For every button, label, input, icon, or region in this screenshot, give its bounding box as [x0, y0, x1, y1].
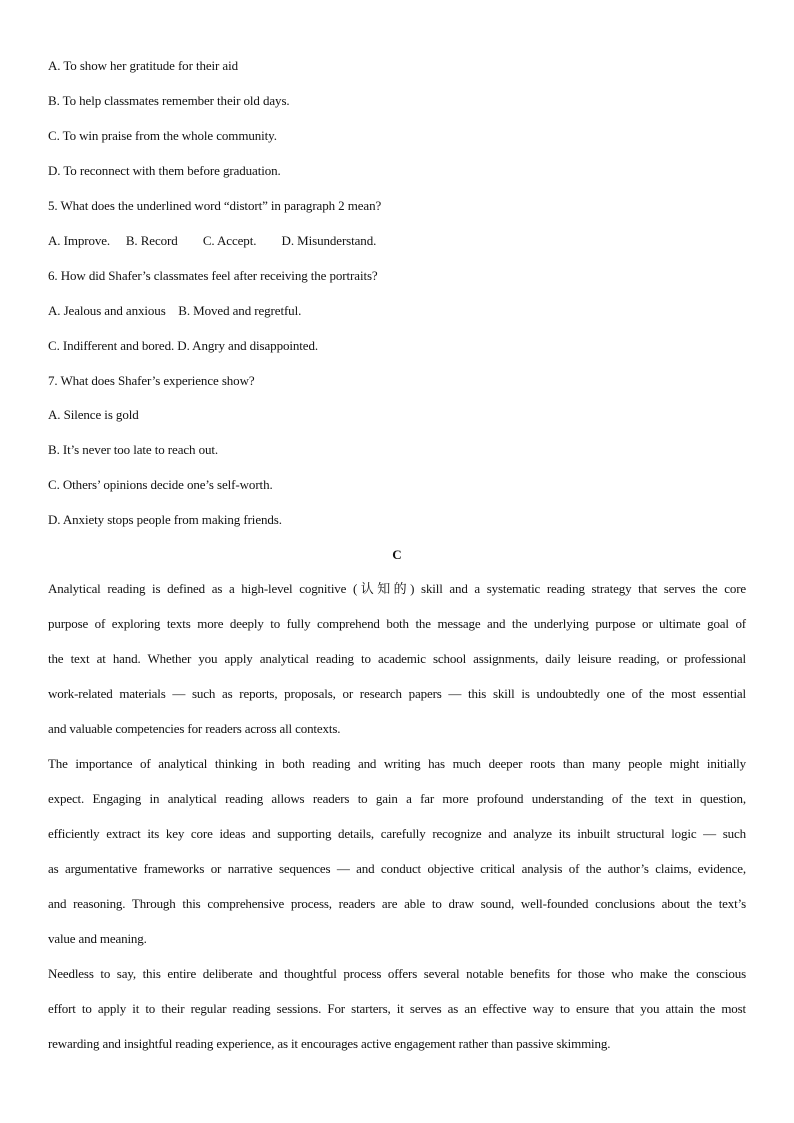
paragraph-line: the text at hand. Whether you apply analytical reading to academic school assignments, daily leisure reading, or professional	[48, 651, 746, 666]
q7-option-b: B. It’s never too late to reach out.	[48, 442, 219, 457]
q7-option-c: C. Others’ opinions decide one’s self-worth.	[48, 477, 273, 492]
paragraph-line: value and meaning.	[48, 931, 147, 946]
q6-stem: 6. How did Shafer’s classmates feel after receiving the portraits?	[48, 268, 378, 283]
q5-stem: 5. What does the underlined word “distort” in paragraph 2 mean?	[48, 198, 382, 213]
paragraph-line: and valuable competencies for readers across all contexts.	[48, 721, 341, 736]
paragraph-line: work-related materials — such as reports, proposals, or research papers — this skill is undoubtedly one of the most essential	[48, 686, 746, 701]
paragraph-line: expect. Engaging in analytical reading allows readers to gain a far more profound understanding of the text in question,	[48, 791, 746, 806]
paragraph-line: as argumentative frameworks or narrative sequences — and conduct objective critical analysis of the author’s claims, evidence,	[48, 861, 746, 876]
q6-options-ab: A. Jealous and anxious B. Moved and regretful.	[48, 303, 302, 318]
paragraph-line: effort to apply it to their regular reading sessions. For starters, it serves as an effective way to ensure that you attain the most	[48, 1001, 746, 1016]
q7-option-d: D. Anxiety stops people from making friends.	[48, 512, 282, 527]
q4-option-b: B. To help classmates remember their old days.	[48, 93, 290, 108]
q4-option-c: C. To win praise from the whole community.	[48, 128, 277, 143]
paragraph-line: efficiently extract its key core ideas and supporting details, carefully recognize and analyze its inbuilt structural logic — such	[48, 826, 746, 841]
passage-paragraph-1	[48, 571, 746, 746]
q4-option-a: A. To show her gratitude for their aid	[48, 58, 239, 73]
paragraph-line: purpose of exploring texts more deeply to fully comprehend both the message and the underlying purpose or ultimate goal of	[48, 616, 746, 631]
passage-paragraph-3	[48, 956, 746, 1061]
section-title: C	[392, 547, 402, 562]
q4-option-d: D. To reconnect with them before graduation.	[48, 163, 281, 178]
q7-option-a: A. Silence is gold	[48, 407, 139, 422]
q7-stem: 7. What does Shafer’s experience show?	[48, 373, 255, 388]
passage-paragraph-2	[48, 746, 746, 956]
paragraph-line: Analytical reading is defined as a high-level cognitive (认知的) skill and a systematic reading strategy that serves the core	[48, 581, 746, 596]
paragraph-line: Needless to say, this entire deliberate and thoughtful process offers several notable benefits for those who make the conscious	[48, 966, 746, 981]
paragraph-line: The importance of analytical thinking in both reading and writing has much deeper roots than many people might initially	[48, 756, 746, 771]
paragraph-line: rewarding and insightful reading experience, as it encourages active engagement rather than passive skimming.	[48, 1036, 611, 1051]
paragraph-line: and reasoning. Through this comprehensive process, readers are able to draw sound, well-founded conclusions about the text’s	[48, 896, 746, 911]
q5-options: A. Improve. B. Record C. Accept. D. Misunderstand.	[48, 233, 377, 248]
q6-options-cd: C. Indifferent and bored. D. Angry and disappointed.	[48, 338, 319, 353]
